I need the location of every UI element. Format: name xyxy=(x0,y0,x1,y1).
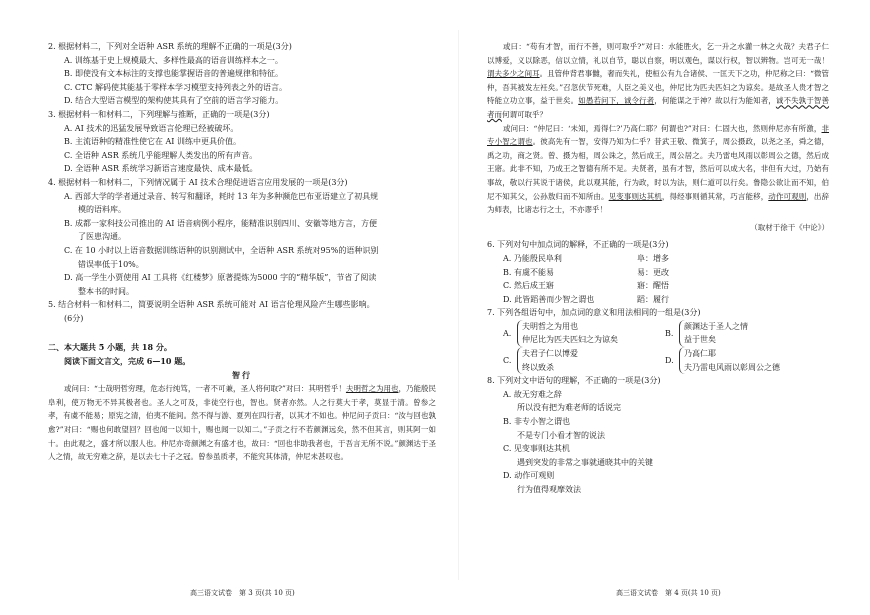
q7-b-line1: 颜渊达于圣人之情 xyxy=(684,321,748,331)
passage-paragraph-1 xyxy=(48,382,436,464)
q7-b-label: B. xyxy=(665,328,674,338)
q4-option-b-cont: 了医患沟通。 xyxy=(78,232,126,242)
q7-stem: 7. 下列各组语句中，加点词的意义和用法相同的一组是(3分) xyxy=(487,308,701,318)
passage-source: （取材于徐干《中论》） xyxy=(750,222,829,232)
q4-option-a: A. 西部大学的学者通过录音、转写和翻译，耗时 13 年为多种濒危巴布亚语建立了初具规 xyxy=(64,191,379,201)
question-3 xyxy=(48,108,436,176)
q6-stem: 6. 下列对句中加点词的解释，不正确的一项是(3分) xyxy=(487,240,669,250)
q7-option-b xyxy=(665,320,791,347)
p1-text-b: ，乃能殷民阜利，使万物无不异其极者也。圣人之可及，非徒空行也，智也。贤者亦然。人之行莫大于孝，莫显于清。曾参之孝，有虞不能易；原宪之清，伯夷不能间。然不得与游、夏列在四行者，以其才不如也。仲尼问子贡曰：“汝与回也孰愈?”对曰：“赐也何敢望回？回也闻一以知十，赐也闻一以知二。”子贡之行不若颜渊远矣，然不但其言，则其阿一如十。由此观之，盛才所以服人也。仲尼亦奇颜渊之有盛才也，故曰：“回也非助我者也，于吾言无所不说。”颜渊达于圣人之情，故无穷难之辞，是以去七十子之冠。曾参虽质孝，不能究其体清，仲尼未甚叹也。 xyxy=(48,384,437,462)
q7-c-label: C. xyxy=(503,355,512,365)
question-6 xyxy=(487,238,829,306)
q7-d-line2: 夫乃雷电风雨以彰周公之德 xyxy=(684,362,780,372)
p2-text-a: 或曰：“苟有才智，而行不善，则可取乎?”对曰：水能胜火，乞一升之水灌一林之火哉？夫君子仁以博爱，义以除恶，信以立情，礼以自节，聪以自察，明以观色，谋以行权，智以辨物。岂可无一哉！ xyxy=(487,42,829,65)
question-5 xyxy=(48,298,436,325)
q5-points: (6分) xyxy=(64,313,84,323)
q7-a-line2: 仲尼比为匹夫匹妇之为谅矣 xyxy=(522,335,618,345)
passage-paragraph-2 xyxy=(487,40,829,122)
q4-option-c-cont: 错误率低于10%。 xyxy=(78,259,144,269)
q4-option-c: C. 在 10 小时以上语音数据训练语种的识别测试中，全语种 ASR 系统对95%的语种识别 xyxy=(64,245,379,255)
question-8 xyxy=(487,374,829,496)
q3-option-a: A. AI 技术的迅猛发展导致语言伦理已经被破坏。 xyxy=(64,123,239,133)
q3-stem: 3. 根据材料一和材料二，下列理解与推断，正确的一项是(3分) xyxy=(48,109,270,119)
question-4 xyxy=(48,176,436,298)
p3-text-a: 或问曰：“仲尼曰：‘未知，焉得仁?’乃高仁耶？何谓也?”对曰：仁固大也，然则仲尼亦有所激， xyxy=(503,123,822,133)
q6-d-sentence: D. 此皆蹈善而少智之谓也 xyxy=(503,294,595,304)
q8-option-a-answer: 所以没有把为难老师的话说完 xyxy=(517,403,621,413)
q7-row-ab xyxy=(487,320,829,347)
p3-text-d: ，得经事则循其常，巧言能移， xyxy=(661,191,769,201)
left-page xyxy=(48,40,436,464)
q6-b-gloss: 易：更改 xyxy=(637,267,669,277)
q7-option-c xyxy=(503,347,629,374)
q6-option-a xyxy=(487,252,829,266)
passage-title: 智行 xyxy=(232,369,252,380)
q6-c-gloss: 寤：醒悟 xyxy=(637,281,669,291)
p3-text-c: 此非不知，乃成王之智德有所不足。夫贤者，虽有才智，然后可以成大名，非但有大过，乃始有事故，敬以行其说于诸侯，此以观其能，行为政，时以为法，则仁道可以行矣。鲁隐公欲让而不知，伯尼不知其父，公孙敖归而不知所由。 xyxy=(487,164,830,201)
q3-option-c: C. 全语种 ASR 系统几乎能理解人类发出的所有声音。 xyxy=(64,150,258,160)
p2-underlined-2: 如愚若问下，诚令行者 xyxy=(578,96,655,106)
q7-d-line1: 乃高仁耶 xyxy=(684,349,716,359)
p2-text-c: ，何能谋之于神？故以行为能知者， xyxy=(654,96,776,106)
question-2 xyxy=(48,40,436,108)
q6-option-d xyxy=(487,293,829,307)
q8-option-b: B. 非专小智之谓也 xyxy=(503,417,570,427)
q2-option-d: D. 结合大型语言模型的架构使其具有了空前的语言学习能力。 xyxy=(64,96,284,106)
q7-d-label: D. xyxy=(665,355,674,365)
p3-text-b: 。彼高先有一智，安得乃知为仁乎？昔武王敬、微箕子，周公摄政，以尧之圣，舜之德，禹之功，商之贤。曾、摄为相，周公诛之，然后成王，周公居之。夫乃雷电风雨以彰周公之德，然后成王寤。 xyxy=(487,137,830,174)
passage-paragraph-3 xyxy=(487,122,829,217)
q7-a-label: A. xyxy=(503,328,512,338)
p2-text-b: 。且管仲背君事雠，奢而失礼，使桓公有九合诸侯、一匡天下之功，仲尼称之曰：“微管仲，吾其被发左衽矣。”召忽伏节死难，人臣之美义也，仲尼比为匹夫匹妇之为谅矣。是故圣人贵才智之特能立功立事，益于世矣。 xyxy=(487,69,829,106)
question-7 xyxy=(487,306,829,374)
q4-stem: 4. 根据材料一和材料二，下列情况属于 AI 技术合理促进语言应用发展的一项是(3分) xyxy=(48,177,348,187)
page-footer-left: 高三语文试卷 第 3 页(共 10 页) xyxy=(190,589,295,597)
q8-option-d-answer: 行为值得观摩效法 xyxy=(517,485,581,494)
q2-stem: 2. 根据材料二，下列对全语种 ASR 系统的理解不正确的一项是(3分) xyxy=(48,42,292,51)
q3-option-b: B. 主流语种的精准性使它在 AI 训练中更具价值。 xyxy=(64,137,241,147)
q8-option-d: D. 动作可观则 xyxy=(503,471,555,481)
p2-underlined-1: 谓夫多少之间耳 xyxy=(487,69,540,79)
q6-a-sentence: A. 乃能殷民阜利 xyxy=(503,253,562,263)
p2-text-d: 何谓可取乎？ xyxy=(502,109,547,119)
q5-stem: 5. 结合材料一和材料二，简要说明全语种 ASR 系统可能对 AI 语言伦理风险产生哪些影响。 xyxy=(48,300,375,310)
q4-option-d-cont: 整本书的时间。 xyxy=(78,286,134,296)
q7-c-line2: 终以致杀 xyxy=(522,362,554,372)
q6-option-c xyxy=(487,279,829,293)
page-footer-right: 高三语文试卷 第 4 页(共 10 页) xyxy=(616,589,721,597)
q7-b-line2: 益于世矣 xyxy=(684,335,716,345)
q7-option-d xyxy=(665,347,791,374)
q2-option-b: B. 即使没有文本标注的支撑也能掌握语音的普遍规律和特征。 xyxy=(64,69,283,79)
q7-a-line1: 夫明哲之为用也 xyxy=(522,321,578,331)
reading-instruction: 阅读下面文言文，完成 6—10 题。 xyxy=(64,356,191,367)
q8-option-c: C. 见变事则达其机 xyxy=(503,444,570,454)
right-page xyxy=(487,40,829,497)
p1-text-a: 或问曰：“士哉明哲穷理，危态行纯笃，一者不可兼，圣人将何取?”对曰：其明哲乎！ xyxy=(64,384,346,394)
p3-text-e: ，出辞为师表，比诸志行之士，不亦谬乎！ xyxy=(487,191,830,215)
q2-option-a: A. 训练基于史上规模最大、多样性最高的语音训练样本之一。 xyxy=(64,55,283,65)
q6-c-sentence: C. 然后成王寤 xyxy=(503,281,554,291)
p3-underlined-2: 见变事则达其机 xyxy=(608,191,662,201)
p2-wavy: 诚不失孰于智善者而 xyxy=(487,96,830,119)
q6-b-sentence: B. 有虞不能易 xyxy=(503,267,554,277)
q8-stem: 8. 下列对文中语句的理解，不正确的一项是(3分) xyxy=(487,376,661,386)
q4-option-a-cont: 模的语料库。 xyxy=(78,205,126,215)
q3-option-d: D. 全语种 ASR 系统学习新语言速度最快、成本最低。 xyxy=(64,164,258,174)
p3-underlined-3: 动作可观则 xyxy=(768,191,807,201)
q7-option-a xyxy=(503,320,629,347)
q6-a-gloss: 阜：增多 xyxy=(637,253,669,263)
q4-option-b: B. 成都一家科技公司推出的 AI 语音病例小程序，能精准识别四川、安徽等地方言，方便 xyxy=(64,218,377,228)
q4-option-d: D. 高一学生小贾使用 AI 工具将《红楼梦》原著提炼为5000 字的“精华版”，节省了阅读 xyxy=(64,273,377,283)
p3-underlined-1: 非专小智之谓也 xyxy=(487,123,829,147)
q8-option-a: A. 故无穷难之辞 xyxy=(503,389,562,399)
q7-row-cd xyxy=(487,347,829,374)
q6-d-gloss: 蹈：履行 xyxy=(637,294,669,304)
q8-option-b-answer: 不是专门小看才智的说法 xyxy=(517,430,605,440)
section-2-heading: 二、本大题共 5 小题，共 18 分。 xyxy=(48,342,172,353)
q7-c-line1: 夫君子仁以博爱 xyxy=(522,349,578,359)
p1-underlined: 夫明哲之为用也 xyxy=(345,384,399,394)
center-fold xyxy=(458,30,459,580)
q8-option-c-answer: 遇到突发的非常之事就通晓其中的关键 xyxy=(517,457,653,467)
q2-option-c: C. CTC 解码使其能基于零样本学习模型支持列表之外的语言。 xyxy=(64,82,288,92)
q6-option-b xyxy=(487,266,829,280)
